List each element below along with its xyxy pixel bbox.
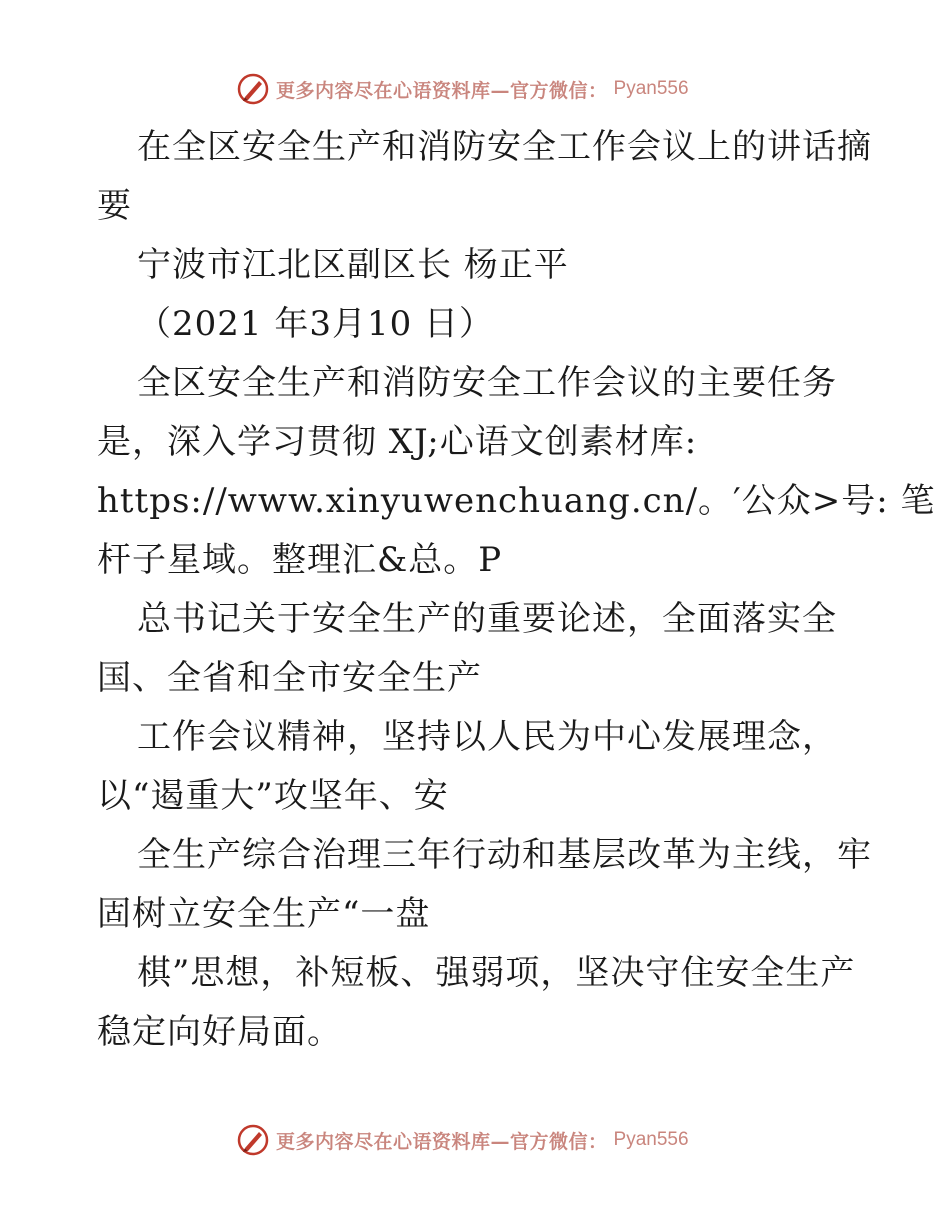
body-line: 工作会议精神，坚持以人民为中心发展理念， — [137, 717, 837, 757]
document-body — [97, 118, 936, 1062]
header-watermark — [236, 72, 689, 106]
body-line: 棋”思想，补短板、强弱项，坚决守住安全生产 — [137, 953, 856, 993]
body-line: 是，深入学习贯彻 XJ;心语文创素材库: — [97, 422, 698, 462]
speaker-line: 宁波市江北区副区长 杨正平 — [137, 245, 569, 285]
body-line: 全生产综合治理三年行动和基层改革为主线，牢 — [137, 835, 872, 875]
body-line: https://www.xinyuwenchuang.cn/。′公众>号: 笔 — [97, 481, 936, 521]
title-line-1: 在全区安全生产和消防安全工作会议上的讲话摘 — [137, 127, 872, 167]
footer-watermark — [236, 1123, 689, 1157]
watermark-wechat-id: Pyan556 — [613, 78, 689, 99]
body-line: 国、全省和全市安全生产 — [97, 658, 482, 698]
title-line-2: 要 — [97, 186, 132, 226]
body-line: 固树立安全生产“一盘 — [97, 894, 431, 934]
date-line: （2021 年3月10 日） — [137, 304, 495, 344]
watermark-text: 更多内容尽在心语资料库—官方微信： — [276, 79, 608, 102]
watermark-text: 更多内容尽在心语资料库—官方微信： — [276, 1130, 608, 1153]
watermark-wechat-id: Pyan556 — [613, 1129, 689, 1150]
body-line: 全区安全生产和消防安全工作会议的主要任务 — [137, 363, 837, 403]
pen-logo-icon — [236, 1123, 270, 1157]
pen-logo-icon — [236, 72, 270, 106]
body-line: 以“遏重大”攻坚年、安 — [97, 776, 449, 816]
body-line: 总书记关于安全生产的重要论述，全面落实全 — [137, 599, 837, 639]
body-line: 稳定向好局面。 — [97, 1012, 342, 1052]
body-line: 杆子星域。整理汇&总。P — [97, 540, 503, 580]
